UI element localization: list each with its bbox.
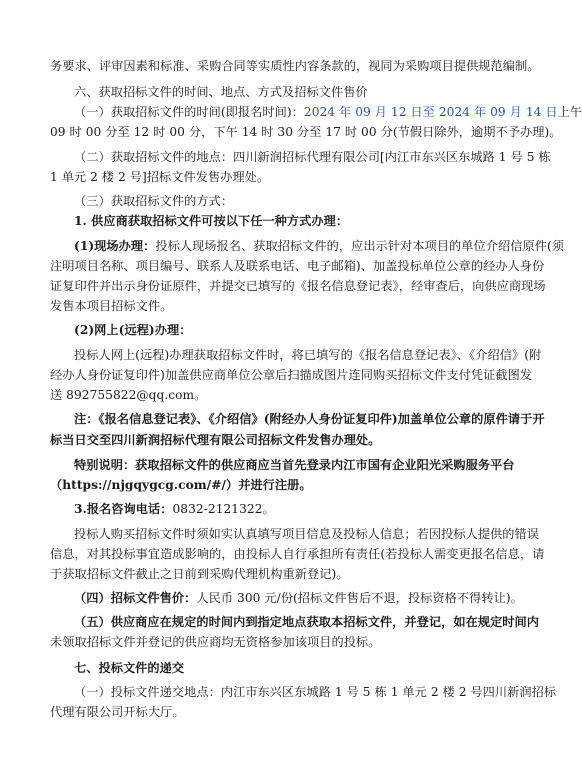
subsection-heading: （三）获取招标文件的方式： [74,194,234,208]
special-note-line: 特别说明：获取招标文件的供应商应当首先登录内江市国有企业阳光采购服务平台 [74,458,515,472]
text-line: （一）投标文件递交地点：内江市东兴区东城路 1 号 5 栋 1 单元 2 楼 2 号四川新润招标 [74,685,557,699]
text-line: 经办人身份证复印件)加盖供应商单位公章后扫描成图片连同购买招标文件支付凭证截图发 [50,368,533,382]
text-line: 信息，对其投标事宜造成影响的，由投标人自行承担所有责任(若投标人需变更报名信息，请 [50,547,545,561]
onsite-label: (1)现场办理： [74,239,156,253]
text-line: 注明项目名称、项目编号、联系人及联系电话、电子邮箱)、加盖投标单位公章的经办人身份 [50,259,545,273]
time-label: （一）获取招标文件的时间(即报名时间)： [74,105,304,119]
phone-line [74,501,493,517]
phone-number: 0832-2121322。 [172,502,275,516]
text-line-time [74,104,582,120]
text-line: （二）获取招标文件的地点：四川新润招标代理有限公司[内江市东兴区东城路 1 号 5 栋 [74,150,551,164]
phone-label: 3.报名咨询电话： [74,502,173,516]
onsite-text: 投标人现场报名、获取招标文件的，应出示针对本项目的单位介绍信原件(须 [155,239,565,253]
time-dates: 2024 年 09 月 12 日至 2024 年 09 月 14 日 [303,105,558,119]
text-line [74,614,540,630]
text-line: 务要求、评审因素和标准、采购合同等实质性内容条款的，视同为采购项目提供规范编制。 [50,59,540,73]
bold-heading: (2)网上(远程)办理： [74,323,192,337]
time-am: 上午 [557,105,582,119]
text-line: 1 单元 2 楼 2 号]招标文件发售办理处。 [50,170,270,184]
note-line: 标当日交至四川新润招标代理有限公司招标文件发售办理处。 [50,433,381,447]
text-line: 发售本项目招标文件。 [50,299,173,313]
text-line: 代理有限公司开标大厅。 [50,705,185,719]
text-line: 未领取招标文件并登记的供应商均无资格参加该项目的投标。 [50,635,381,649]
email-line: 送 892755822@qq.com。 [50,388,207,402]
price-line [74,590,523,606]
text-line: 于获取招标文件截止之日前到采购代理机构重新登记)。 [50,567,349,581]
note-line: 注：《报名信息登记表》、《介绍信》(附经办人身份证复印件)加盖单位公章的原件请于开 [74,412,545,426]
text-line-onsite [74,238,565,254]
url-line: （https://njgqygcg.com/#/）并进行注册。 [50,478,312,492]
text-line: 证复印件并出示身份证原件，并提交已填写的《报名信息登记表》，经审查后，向供应商现场 [50,279,546,293]
text-line: 投标人网上(远程)办理获取招标文件时，将已填写的《报名信息登记表》、《介绍信》(附 [74,348,542,362]
price-label: （四）招标文件售价： [74,591,197,605]
text-line: 投标人购买招标文件时须如实认真填写项目信息及投标人信息；若因投标人提供的错误 [74,527,540,541]
price-text: 人民币 300 元/份(招标文件售后不退，投标资格不得转让)。 [196,591,523,605]
section-heading-7: 七、投标文件的递交 [74,661,185,675]
clause-5-label: （五）供应商应在规定的时间内到指定地点获取本招标文件，并登记，如在规定时间内 [74,615,540,629]
bold-heading: 1. 供应商获取招标文件可按以下任一种方式办理： [74,214,349,228]
text-line: 09 时 00 分至 12 时 00 分，下午 14 时 30 分至 17 时 00 分(节假日除外，逾期不予办理)。 [50,125,562,139]
section-heading-6: 六、获取招标文件的时间、地点、方式及招标文件售价 [74,85,368,99]
